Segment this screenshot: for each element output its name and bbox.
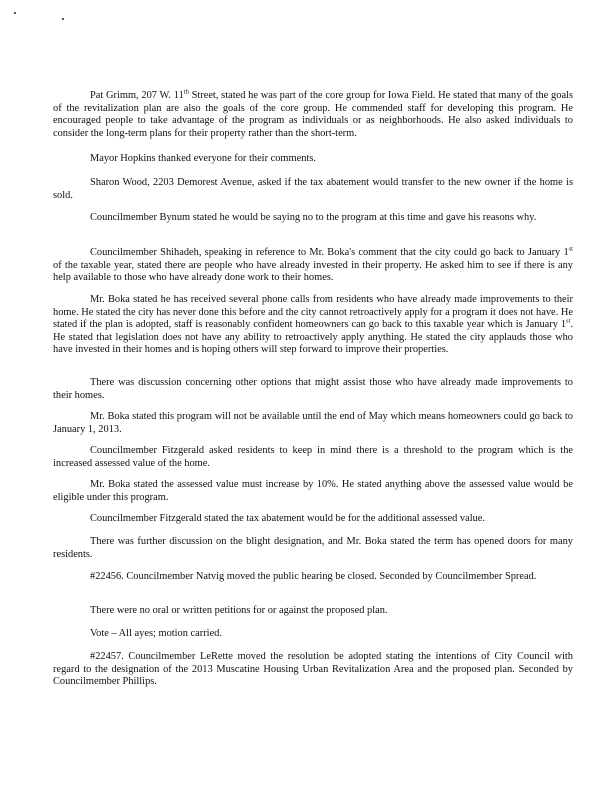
text: Vote – All ayes; motion carried.: [90, 628, 222, 639]
text: Mr. Boka stated he has received several phone calls from residents who have already made improvements to their home. He stated the city has never done this before and the city cannot retroactively apply for a program it does not have. He stated if the plan is adopted, staff is reasonably confident homeowners can go back to this taxable year which is January 1: [53, 294, 573, 331]
paragraph-boka-3: [53, 479, 573, 504]
paragraph-wood: [53, 177, 573, 202]
text: Councilmember Fitzgerald asked residents to keep in mind there is a threshold to the program which is the increased assessed value of the home.: [53, 445, 573, 469]
paragraph-petitions: [53, 605, 573, 618]
superscript: st: [568, 245, 573, 253]
paragraph-motion-22456: [53, 571, 573, 584]
superscript: st: [566, 317, 571, 325]
paragraph-bynum: [53, 212, 573, 225]
paragraph-blight: [53, 536, 573, 561]
text: Street, stated he was part of the core group for Iowa Field. He stated that many of the goals of the revitalization plan are also the goals of the core group. He commended staff for developing this program. He encouraged people to take advantage of the program as individuals or as neighborhoods. He also asked individuals to consider the long-term plans for their property rather than the short-term.: [53, 90, 573, 139]
text: Mr. Boka stated the assessed value must increase by 10%. He stated anything above the assessed value would be eligible under this program.: [53, 479, 573, 503]
paragraph-motion-22457: [53, 651, 573, 689]
paragraph-boka-1: [53, 294, 573, 357]
text: . He stated that legislation does not have any ability to retroactively apply anything. He stated the city applauds those who have invested in their homes and is hoping others will step forward to improve their properties.: [53, 319, 573, 356]
text: Pat Grimm, 207 W. 11: [90, 90, 184, 101]
paragraph-grimm: [53, 90, 573, 140]
paragraph-hopkins: [53, 153, 573, 166]
superscript: th: [183, 88, 189, 96]
text: of the taxable year, stated there are people who have already invested in their property. He asked him to see if there is any help available to those who have already done work to their homes.: [53, 259, 573, 284]
text: Councilmember Shihadeh, speaking in reference to Mr. Boka's comment that the city could go back to January 1: [90, 247, 569, 258]
text: Mayor Hopkins thanked everyone for their comments.: [90, 153, 316, 164]
scan-mark: [62, 18, 64, 20]
text: There was further discussion on the blight designation, and Mr. Boka stated the term has opened doors for many residents.: [53, 536, 573, 560]
text: #22456. Councilmember Natvig moved the public hearing be closed. Seconded by Councilmember Spread.: [90, 571, 537, 582]
text: Mr. Boka stated this program will not be available until the end of May which means homeowners could go back to January 1, 2013.: [53, 411, 573, 435]
text: There were no oral or written petitions for or against the proposed plan.: [90, 605, 388, 616]
text: Councilmember Bynum stated he would be saying no to the program at this time and gave his reasons why.: [90, 212, 537, 223]
text: There was discussion concerning other options that might assist those who have already made improvements to their homes.: [53, 377, 573, 401]
paragraph-boka-2: [53, 411, 573, 436]
paragraph-vote: [53, 628, 573, 641]
text: Sharon Wood, 2203 Demorest Avenue, asked if the tax abatement would transfer to the new owner if the home is sold.: [53, 177, 573, 201]
paragraph-shihadeh: [53, 247, 573, 285]
text: Councilmember Fitzgerald stated the tax abatement would be for the additional assessed value.: [90, 513, 486, 524]
paragraph-fitzgerald-1: [53, 445, 573, 470]
paragraph-discussion: [53, 377, 573, 402]
text: #22457. Councilmember LeRette moved the resolution be adopted stating the intentions of City Council with regard to the designation of the 2013 Muscatine Housing Urban Revitalization Area and the proposed plan. Seconded by Councilmember Phillips.: [53, 651, 573, 688]
paragraph-fitzgerald-2: [53, 513, 573, 526]
scan-mark: [14, 12, 16, 14]
